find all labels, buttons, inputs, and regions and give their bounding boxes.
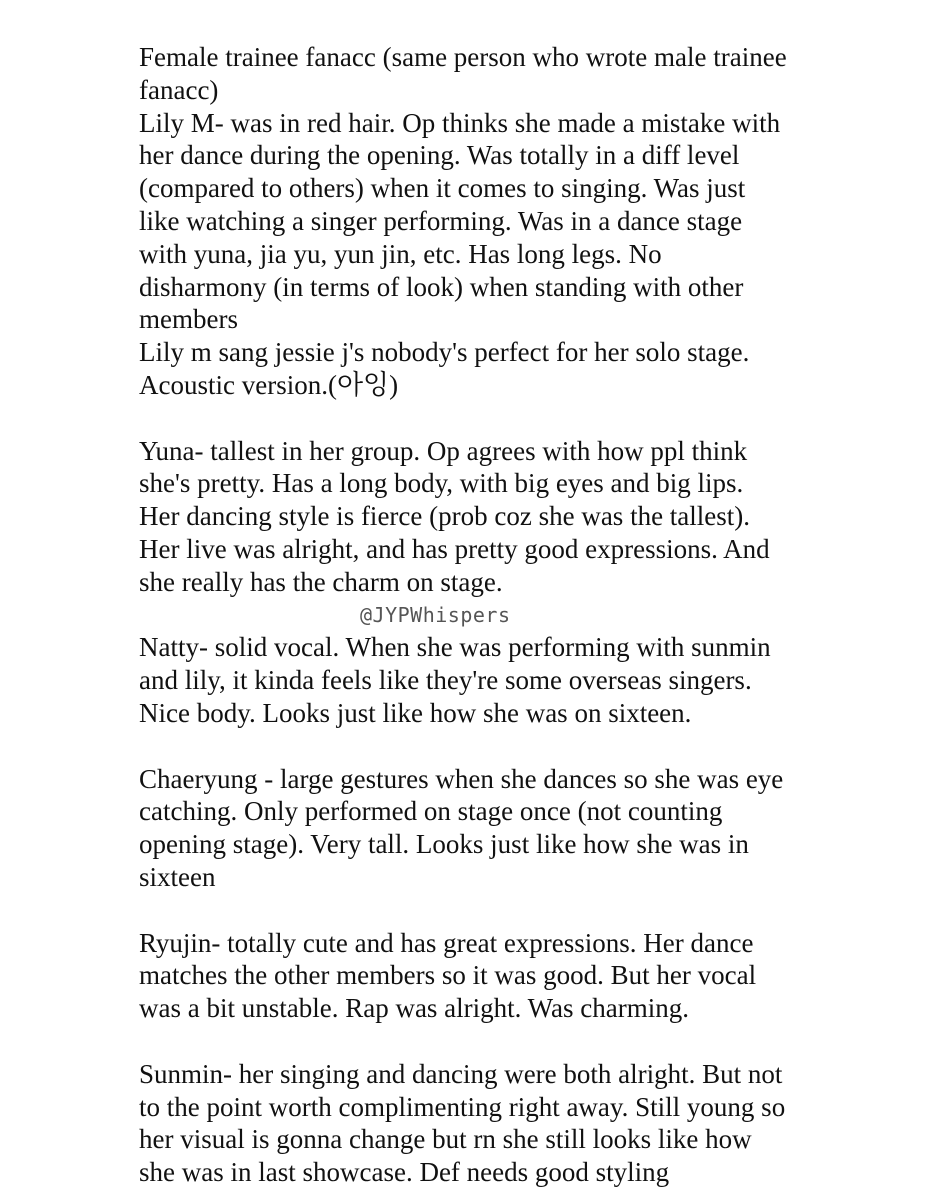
- text-line: Ryujin- totally cute and has great expressions. Her dance: [139, 927, 754, 958]
- text-line: matches the other members so it was good. But her vocal: [139, 960, 757, 991]
- text-line: Yuna- tallest in her group. Op agrees with how ppl think: [139, 435, 748, 466]
- fanacc-text: [139, 41, 839, 1189]
- text-line: Female trainee fanacc (same person who wrote male trainee: [139, 42, 787, 72]
- natty-paragraph: [139, 631, 839, 729]
- text-line: disharmony (in terms of look) when standing with other: [139, 271, 744, 302]
- text-line: catching. Only performed on stage once (not counting: [139, 796, 723, 827]
- text-line: she's pretty. Has a long body, with big eyes and big lips.: [139, 468, 744, 499]
- sunmin-paragraph: [139, 1058, 839, 1189]
- yuna-paragraph: [139, 435, 839, 599]
- text-line: fanacc): [139, 74, 219, 105]
- text-line: like watching a singer performing. Was in a dance stage: [139, 205, 743, 236]
- text-line: opening stage). Very tall. Looks just like how she was in: [139, 829, 749, 860]
- watermark-handle: @JYPWhispers: [360, 602, 511, 627]
- text-line: with yuna, jia yu, yun jin, etc. Has long legs. No: [139, 238, 662, 269]
- text-line: (compared to others) when it comes to singing. Was just: [139, 173, 746, 204]
- text-line: Chaeryung - large gestures when she dances so she was eye: [139, 763, 784, 794]
- text-line: Sunmin- her singing and dancing were both alright. But not: [139, 1058, 783, 1089]
- paragraph-gap: [139, 1025, 839, 1058]
- paragraph-gap: [139, 730, 839, 763]
- lily-m-paragraph: [139, 107, 839, 402]
- text-line: members: [139, 304, 238, 335]
- text-line: and lily, it kinda feels like they're some overseas singers.: [139, 665, 752, 696]
- text-line: Her dancing style is fierce (prob coz she was the tallest).: [139, 501, 751, 532]
- text-line: her dance during the opening. Was totally in a diff level: [139, 140, 740, 171]
- paragraph-gap: [139, 402, 839, 435]
- text-line: she was in last showcase. Def needs good styling: [139, 1157, 670, 1188]
- ryujin-paragraph: [139, 927, 839, 1025]
- text-line: Her live was alright, and has pretty good expressions. And: [139, 533, 770, 564]
- text-line: Acoustic version.(아잉): [139, 369, 399, 400]
- text-line: Lily M- was in red hair. Op thinks she made a mistake with: [139, 107, 781, 138]
- text-line: sixteen: [139, 861, 216, 892]
- text-line: her visual is gonna change but rn she still looks like how: [139, 1124, 752, 1155]
- header-paragraph: [139, 41, 839, 107]
- text-line: was a bit unstable. Rap was alright. Was charming.: [139, 993, 689, 1024]
- text-line: Nice body. Looks just like how she was on sixteen.: [139, 697, 692, 728]
- paragraph-gap: [139, 894, 839, 927]
- text-line: Lily m sang jessie j's nobody's perfect for her solo stage.: [139, 337, 750, 368]
- text-line: she really has the charm on stage.: [139, 566, 503, 597]
- chaeryung-paragraph: [139, 763, 839, 894]
- text-line: to the point worth complimenting right away. Still young so: [139, 1091, 786, 1122]
- text-line: Natty- solid vocal. When she was performing with sunmin: [139, 632, 771, 663]
